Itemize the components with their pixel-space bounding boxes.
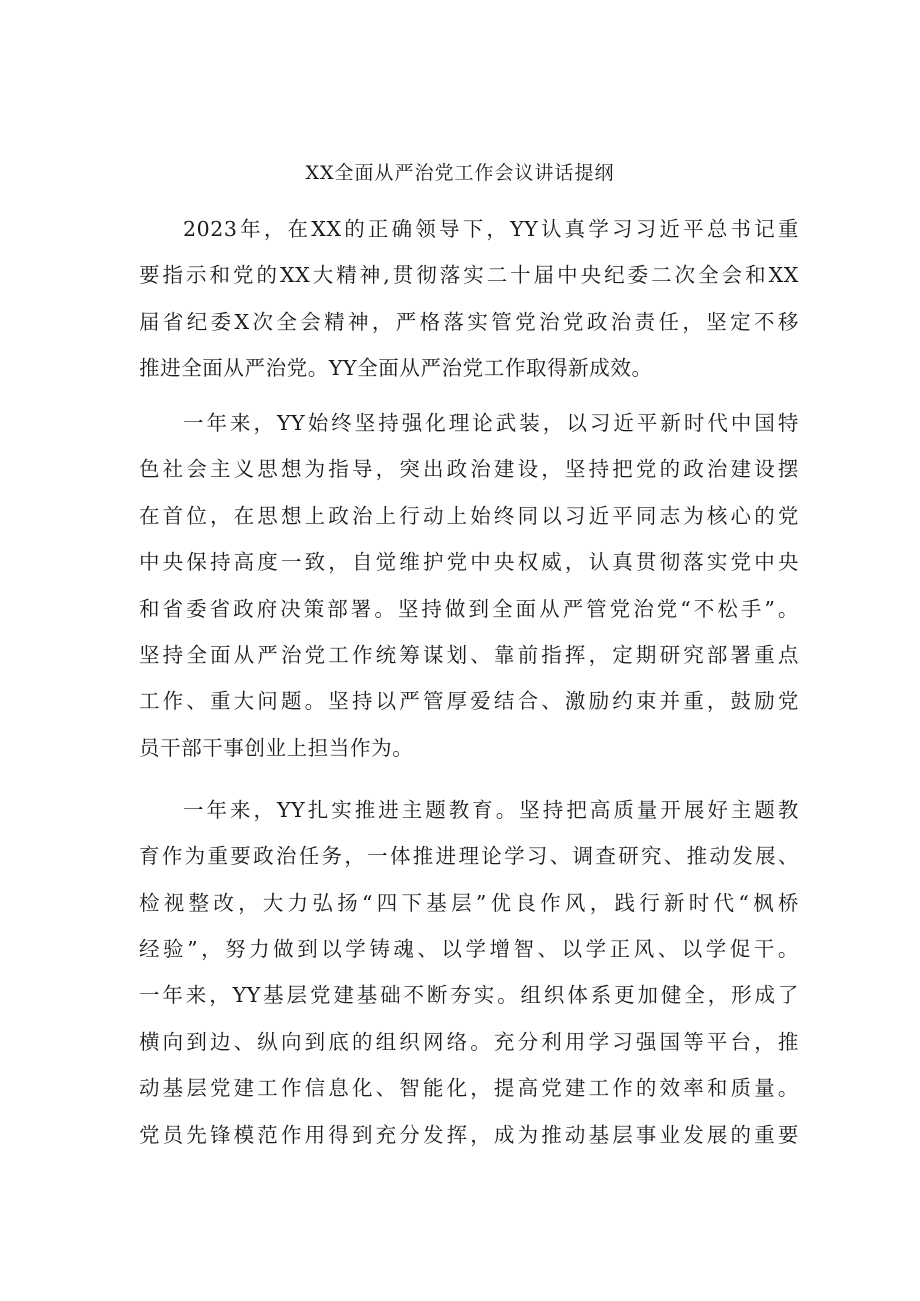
paragraph-2-line-7: 工作、重大问题。坚持以严管厚爱结合、激励约束并重，鼓励党 xyxy=(139,689,799,713)
paragraph-4-line-2: 横向到边、纵向到底的组织网络。充分利用学习强国等平台，推 xyxy=(139,1030,799,1054)
paragraph-2-line-3: 在首位，在思想上政治上行动上始终同以习近平同志为核心的党 xyxy=(139,504,799,528)
document-title: XX全面从严治党工作会议讲话提纲 xyxy=(305,162,615,184)
paragraph-1-line-3: 届省纪委X次全会精神，严格落实管党治党政治责任，坚定不移 xyxy=(139,310,799,334)
paragraph-1-line-4: 推进全面从严治党。YY全面从严治党工作取得新成效。 xyxy=(139,356,653,380)
paragraph-1-line-2: 要指示和党的XX大精神,贯彻落实二十届中央纪委二次全会和XX xyxy=(139,263,799,287)
paragraph-2-line-2: 色社会主义思想为指导，突出政治建设，坚持把党的政治建设摆 xyxy=(139,457,799,481)
paragraph-4-line-1: 一年来，YY基层党建基础不断夯实。组织体系更加健全，形成了 xyxy=(139,983,799,1007)
paragraph-2-line-6: 坚持全面从严治党工作统筹谋划、靠前指挥，定期研究部署重点 xyxy=(139,643,799,667)
paragraph-4-line-3: 动基层党建工作信息化、智能化，提高党建工作的效率和质量。 xyxy=(139,1076,799,1100)
paragraph-2-line-1: 一年来，YY始终坚持强化理论武装，以习近平新时代中国特 xyxy=(183,411,799,435)
paragraph-2-line-8: 员干部干事创业上担当作为。 xyxy=(139,736,414,760)
paragraph-2-line-4: 中央保持高度一致，自觉维护党中央权威，认真贯彻落实党中央 xyxy=(139,550,799,574)
paragraph-1-line-1: 2023年，在XX的正确领导下，YY认真学习习近平总书记重 xyxy=(183,217,799,241)
paragraph-2-line-5: 和省委省政府决策部署。坚持做到全面从严管党治党“不松手”。 xyxy=(139,597,799,621)
paragraph-3-line-3: 检视整改，大力弘扬“四下基层”优良作风，践行新时代“枫桥 xyxy=(139,891,799,915)
paragraph-3-line-1: 一年来，YY扎实推进主题教育。坚持把高质量开展好主题教 xyxy=(183,798,799,822)
paragraph-4-line-4: 党员先锋模范作用得到充分发挥，成为推动基层事业发展的重要 xyxy=(139,1123,799,1147)
paragraph-3-line-2: 育作为重要政治任务，一体推进理论学习、调查研究、推动发展、 xyxy=(139,844,799,868)
paragraph-3-line-4: 经验”，努力做到以学铸魂、以学增智、以学正风、以学促干。 xyxy=(139,937,799,961)
